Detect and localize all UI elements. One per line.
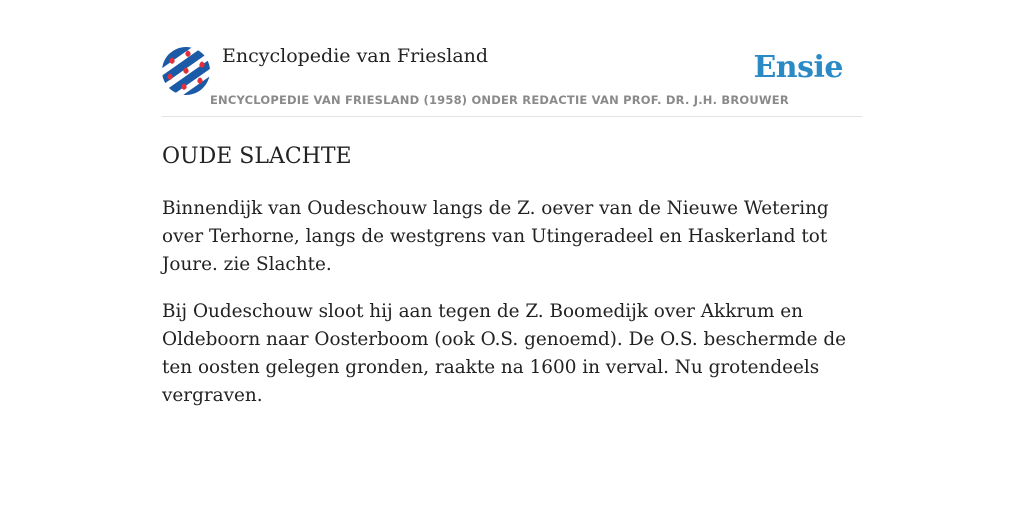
ensie-brand-logo[interactable]: Ensie	[753, 50, 843, 85]
entry-title: OUDE SLACHTE	[162, 144, 352, 169]
site-title[interactable]: Encyclopedie van Friesland	[222, 45, 489, 67]
encyclopedia-subtitle: ENCYCLOPEDIE VAN FRIESLAND (1958) ONDER REDACTIE VAN PROF. DR. J.H. BROUWER	[210, 93, 789, 107]
page-container	[162, 0, 862, 410]
slachte-reference-link[interactable]: Slachte.	[255, 254, 332, 275]
entry-paragraph-1-text: Binnendijk van Oudeschouw langs de Z. oever van de Nieuwe Wetering over Terhorne, langs de westgrens van Utingeradeel en Haskerland tot Joure. zie	[162, 198, 829, 275]
entry-paragraph-1	[162, 195, 862, 279]
entry-paragraph-2: Bij Oudeschouw sloot hij aan tegen de Z. Boomedijk over Akkrum en Oldeboorn naar Oosterboom (ook O.S. genoemd). De O.S. beschermde de ten oosten gelegen gronden, raakte na 1600 in verval. Nu grotendeels vergraven.	[162, 301, 847, 406]
frisian-flag-logo-icon[interactable]	[162, 47, 210, 95]
site-header	[162, 0, 862, 117]
